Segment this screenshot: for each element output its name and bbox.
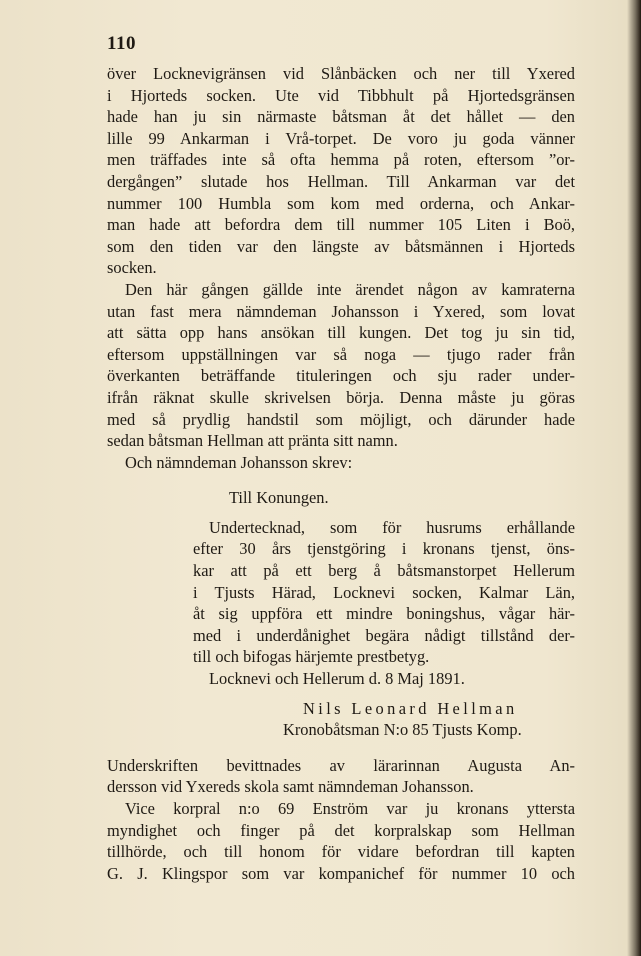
text-line: dersson vid Yxereds skola samt nämndeman Johansson.: [107, 777, 474, 797]
text-line: i Hjorteds socken. Ute vid Tibbhult på Hjortedsgränsen: [107, 85, 575, 105]
text-line: socken.: [107, 258, 157, 278]
text-line: utan fast mera nämndeman Johansson i Yxered, som lovat: [107, 301, 575, 321]
paragraph-1: [107, 63, 575, 279]
text-line: hade han ju sin närmaste båtsman åt det hållet — den: [107, 107, 575, 127]
spacer: [107, 509, 575, 517]
signature-title: Kronobåtsman N:o 85 Tjusts Komp.: [283, 720, 522, 740]
text-line: sedan båtsman Hellman att pränta sitt namn.: [107, 431, 398, 451]
text-line: Underskriften bevittnades av lärarinnan Augusta An-: [107, 755, 575, 775]
text-line: Den här gången gällde inte ärendet någon av kamraterna: [125, 279, 575, 299]
letter-line: med i underdånighet begära nådigt tillstånd der-: [193, 625, 575, 645]
text-line: ifrån räknat skulle skrivelsen börja. Denna måste ju göras: [107, 387, 575, 407]
paragraph-5: [107, 798, 575, 884]
page-number: 110: [107, 33, 136, 54]
letter-place-date: Locknevi och Hellerum d. 8 Maj 1891.: [209, 669, 465, 689]
paragraph-3: [107, 452, 575, 474]
text-line: att sätta opp hans ansökan till kungen. Det tog ju sin tid,: [107, 323, 575, 343]
page-edge-shadow: [627, 0, 641, 956]
text-line: G. J. Klingspor som var kompanichef för nummer 10 och: [107, 863, 575, 883]
letter-line: kar att på ett berg å båtsmanstorpet Hellerum: [193, 561, 575, 581]
paragraph-4: [107, 755, 575, 798]
letter-line: Undertecknad, som för husrums erhållande: [209, 517, 575, 537]
text-line: Vice korpral n:o 69 Enström var ju kronans yttersta: [125, 799, 575, 818]
letter-heading: Till Konungen.: [229, 488, 329, 508]
text-line: tillhörde, och till honom för vidare befordran till kapten: [107, 842, 575, 862]
letter-line: i Tjusts Härad, Locknevi socken, Kalmar Län,: [193, 582, 575, 602]
letter-line: efter 30 års tjenstgöring i kronans tjenst, öns-: [193, 539, 575, 559]
letter-line: till och bifogas härjemte prestbetyg.: [193, 647, 430, 667]
text-line: dergången” slutade hos Hellman. Till Ankarman var det: [107, 171, 575, 191]
text-line: med så prydlig handstil som möjligt, och därunder hade: [107, 409, 575, 429]
page-text: [107, 63, 575, 884]
quoted-letter: [107, 487, 575, 741]
text-line: lille 99 Ankarman i Vrå-torpet. De voro ju goda vänner: [107, 128, 575, 148]
letter-line: åt sig uppföra ett mindre boningshus, vågar här-: [193, 604, 575, 624]
text-line: men träffades inte så ofta hemma på roten, eftersom ”or-: [107, 150, 575, 170]
text-line: man hade att befordra dem till nummer 105 Liten i Boö,: [107, 215, 575, 235]
spacer: [107, 473, 575, 487]
text-line: nummer 100 Humbla som kom med orderna, och Ankar-: [107, 193, 575, 213]
text-line: eftersom uppställningen var så noga — tjugo rader från: [107, 344, 575, 364]
text-line: myndighet och finger på det korpralskap som Hellman: [107, 820, 575, 840]
signature-name: Nils Leonard Hellman: [303, 698, 518, 718]
spacer: [107, 741, 575, 755]
paragraph-2: [107, 279, 575, 452]
text-line: överkanten beträffande tituleringen och sju rader under-: [107, 366, 575, 386]
text-line: Och nämndeman Johansson skrev:: [125, 452, 353, 472]
text-line: över Locknevigränsen vid Slånbäcken och ner till Yxered: [107, 64, 575, 83]
spacer: [107, 690, 575, 698]
text-line: som den tiden var den längste av båtsmännen i Hjorteds: [107, 236, 575, 256]
